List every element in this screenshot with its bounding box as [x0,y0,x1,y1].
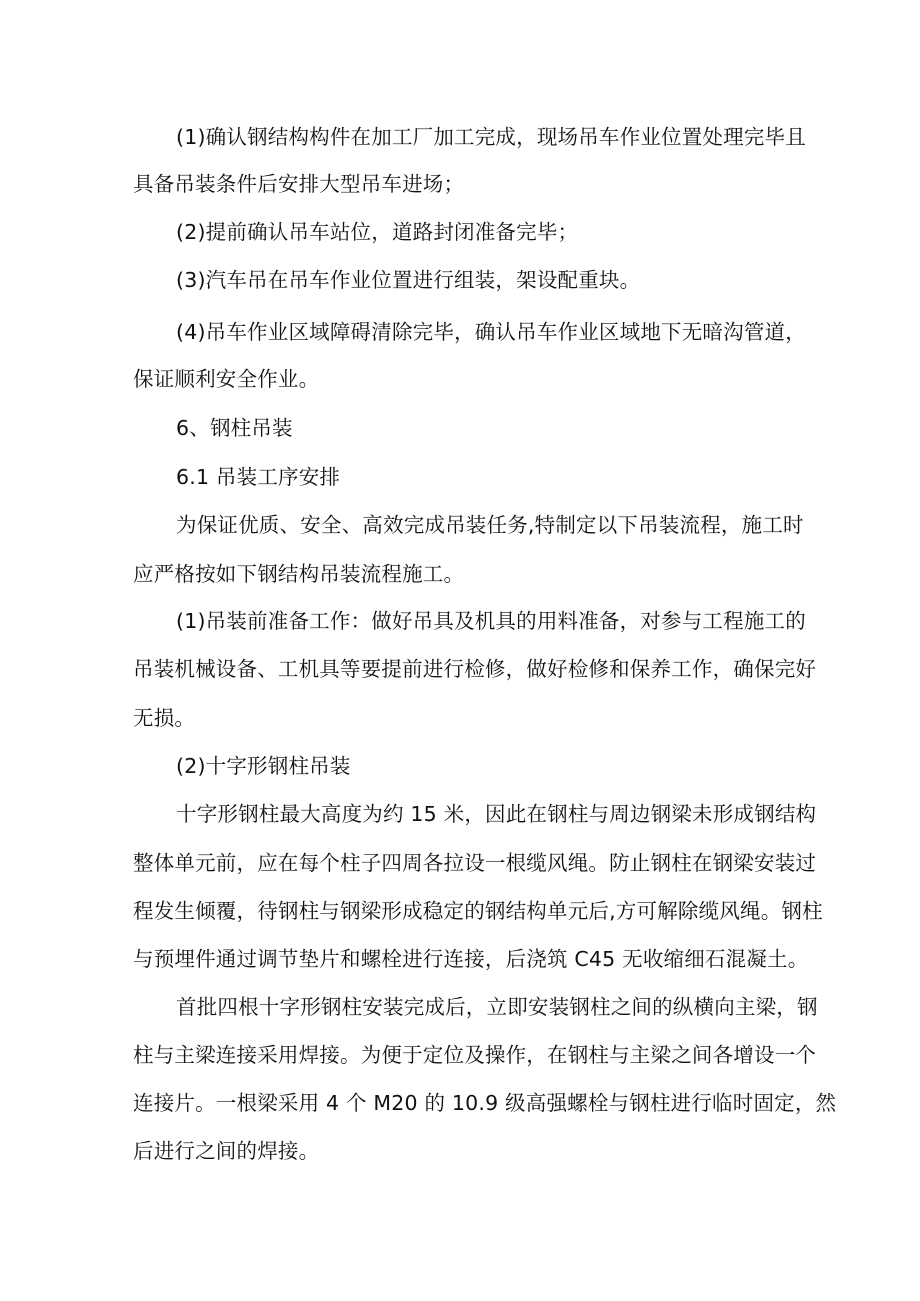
paragraph-1-line-1: (1)确认钢结构构件在加工厂加工完成，现场吊车作业位置处理完毕且 [176,125,806,149]
paragraph-8-line-2: 柱与主梁连接采用焊接。为便于定位及操作，在钢柱与主梁之间各增设一个 [133,1043,817,1067]
subsection-heading-6-1: 6.1 吊装工序安排 [176,465,341,489]
paragraph-8-line-1: 首批四根十字形钢柱安装完成后，立即安装钢柱之间的纵横向主梁，钢 [176,995,818,1019]
paragraph-6-line-3: 无损。 [133,706,196,730]
paragraph-2: (2)提前确认吊车站位，道路封闭准备完毕； [176,220,579,244]
paragraph-7-line-4: 与预埋件通过调节垫片和螺栓进行连接，后浇筑 C45 无收缩细石混凝土。 [133,947,809,971]
subsection-heading-cross-column: (2)十字形钢柱吊装 [176,754,351,778]
section-heading-6: 6、钢柱吊装 [176,416,293,440]
paragraph-4-line-2: 保证顺利安全作业。 [133,367,320,391]
paragraph-3: (3)汽车吊在吊车作业位置进行组装，架设配重块。 [176,268,641,292]
paragraph-1-line-2: 具备吊装条件后安排大型吊车进场； [133,172,465,196]
paragraph-4-line-1: (4)吊车作业区域障碍清除完毕，确认吊车作业区域地下无暗沟管道， [176,320,806,344]
paragraph-8-line-3: 连接片。一根梁采用 4 个 M20 的 10.9 级高强螺栓与钢柱进行临时固定，然 [133,1091,837,1115]
paragraph-6-line-2: 吊装机械设备、工机具等要提前进行检修，做好检修和保养工作，确保完好 [133,657,817,681]
paragraph-8-line-4: 后进行之间的焊接。 [133,1139,320,1163]
paragraph-5-line-2: 应严格按如下钢结构吊装流程施工。 [133,562,465,586]
paragraph-5-line-1: 为保证优质、安全、高效完成吊装任务,特制定以下吊装流程，施工时 [176,513,804,537]
paragraph-7-line-1: 十字形钢柱最大高度为约 15 米，因此在钢柱与周边钢梁未形成钢结构 [176,802,817,826]
paragraph-7-line-3: 程发生倾覆，待钢柱与钢梁形成稳定的钢结构单元后,方可解除缆风绳。钢柱 [133,899,823,923]
paragraph-7-line-2: 整体单元前，应在每个柱子四周各拉设一根缆风绳。防止钢柱在钢梁安装过 [133,851,817,875]
paragraph-6-line-1: (1)吊装前准备工作：做好吊具及机具的用料准备，对参与工程施工的 [176,609,806,633]
